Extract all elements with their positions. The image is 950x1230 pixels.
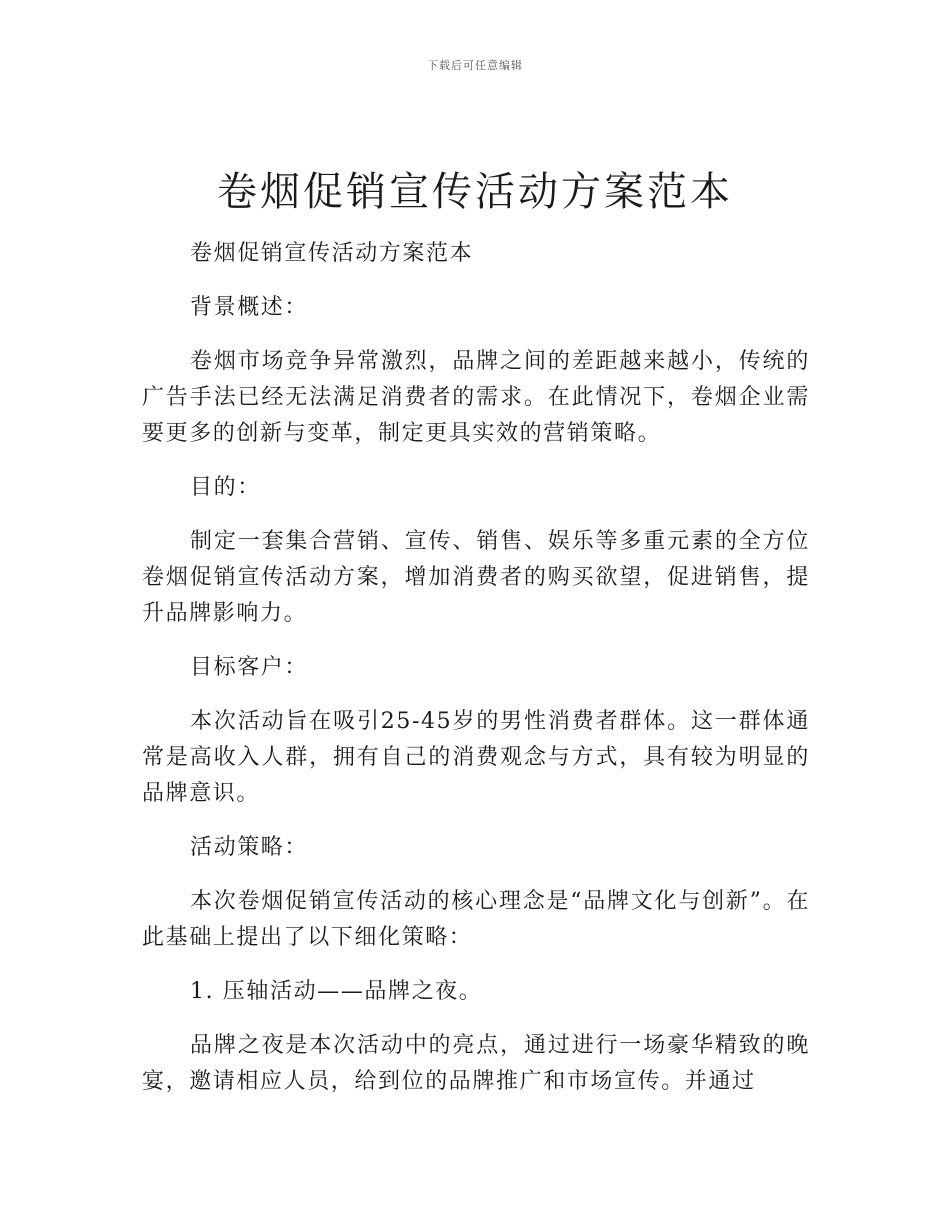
paragraph-brand-night: 品牌之夜是本次活动中的亮点，通过进行一场豪华精致的晚宴，邀请相应人员，给到位的品牌推广和市场宣传。并通过 bbox=[142, 1033, 810, 1094]
paragraph-purpose: 制定一套集合营销、宣传、销售、娱乐等多重元素的全方位卷烟促销宣传活动方案，增加消费者的购买欲望，促进销售，提升品牌影响力。 bbox=[142, 529, 810, 626]
heading-background: 背景概述： bbox=[190, 295, 309, 320]
document-title: 卷烟促销宣传活动方案范本 bbox=[217, 169, 733, 215]
document-body bbox=[142, 236, 810, 1118]
paragraph-subtitle: 卷烟促销宣传活动方案范本 bbox=[190, 241, 474, 266]
list-item-1: 1. 压轴活动——品牌之夜。 bbox=[190, 979, 483, 1004]
paragraph-background: 卷烟市场竞争异常激烈，品牌之间的差距越来越小，传统的广告手法已经无法满足消费者的需求。在此情况下，卷烟企业需要更多的创新与变革，制定更具实效的营销策略。 bbox=[142, 349, 810, 446]
header-note: 下载后可任意编辑 bbox=[427, 59, 523, 72]
heading-target-customers: 目标客户： bbox=[190, 655, 309, 680]
paragraph-strategy: 本次卷烟促销宣传活动的核心理念是“品牌文化与创新”。在此基础上提出了以下细化策略： bbox=[142, 889, 810, 950]
heading-strategy: 活动策略： bbox=[190, 835, 309, 860]
heading-purpose: 目的： bbox=[190, 475, 261, 500]
paragraph-target-customers: 本次活动旨在吸引25-45岁的男性消费者群体。这一群体通常是高收入人群，拥有自己的消费观念与方式，具有较为明显的品牌意识。 bbox=[142, 709, 810, 806]
